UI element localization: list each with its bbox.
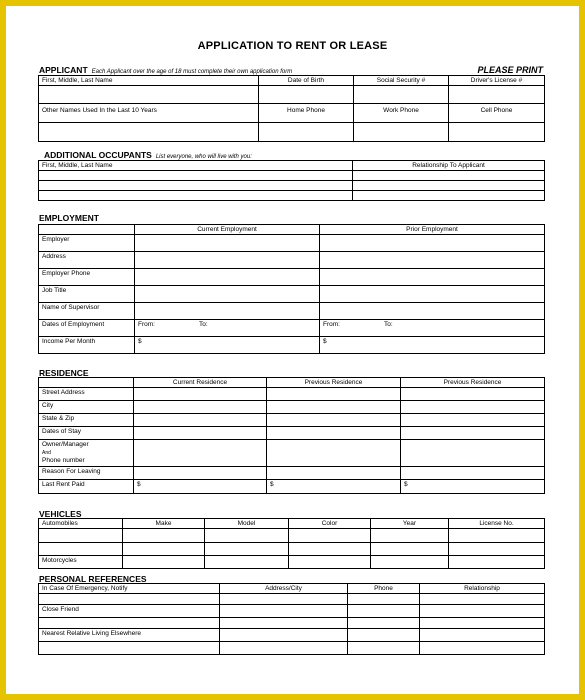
occupant-relationship-field[interactable] bbox=[353, 171, 545, 181]
automobiles-label: Automobiles bbox=[39, 519, 123, 529]
employer-phone-label: Employer Phone bbox=[39, 269, 135, 286]
city-label: City bbox=[39, 401, 134, 414]
occupant-relationship-field[interactable] bbox=[353, 181, 545, 191]
vehicle-field[interactable] bbox=[205, 543, 289, 556]
prior-employment-header: Prior Employment bbox=[320, 225, 545, 235]
applicant-dob-label: Date of Birth bbox=[259, 76, 354, 86]
work-phone-field[interactable] bbox=[354, 123, 449, 142]
current-phone-field[interactable] bbox=[135, 269, 320, 286]
other-names-field[interactable] bbox=[39, 123, 259, 142]
page-title: APPLICATION TO RENT OR LEASE bbox=[197, 40, 388, 52]
from-label: From: bbox=[323, 321, 340, 328]
applicant-license-field[interactable] bbox=[449, 86, 545, 104]
applicant-heading bbox=[39, 65, 292, 75]
occupant-name-field[interactable] bbox=[39, 191, 353, 201]
references-table bbox=[38, 583, 545, 655]
ref-field[interactable] bbox=[220, 605, 348, 618]
color-header: Color bbox=[289, 519, 371, 529]
supervisor-label: Name of Supervisor bbox=[39, 303, 135, 320]
ref-field[interactable] bbox=[420, 605, 545, 618]
employment-corner bbox=[39, 225, 135, 235]
res-field[interactable] bbox=[134, 414, 267, 427]
residence-corner bbox=[39, 378, 134, 388]
ref-field[interactable] bbox=[348, 629, 420, 642]
applicant-heading-text: APPLICANT bbox=[39, 65, 88, 75]
license-header: License No. bbox=[449, 519, 545, 529]
occupant-name-field[interactable] bbox=[39, 181, 353, 191]
ref-field[interactable] bbox=[220, 642, 348, 655]
vehicle-field[interactable] bbox=[39, 543, 123, 556]
phone-header: Phone bbox=[348, 584, 420, 594]
occupants-heading-text: ADDITIONAL OCCUPANTS bbox=[44, 150, 152, 160]
applicant-table bbox=[38, 75, 545, 142]
res-field[interactable] bbox=[267, 440, 401, 467]
occupant-relationship-field[interactable] bbox=[353, 191, 545, 201]
cell-phone-field[interactable] bbox=[449, 123, 545, 142]
dollar-sign: $ bbox=[404, 481, 408, 488]
vehicle-field[interactable] bbox=[371, 556, 449, 569]
current-dates-field[interactable] bbox=[135, 320, 320, 337]
previous-residence-header: Previous Residence bbox=[267, 378, 401, 388]
res-field[interactable] bbox=[267, 427, 401, 440]
street-address-label: Street Address bbox=[39, 388, 134, 401]
dollar-sign: $ bbox=[138, 338, 142, 345]
res-field[interactable] bbox=[134, 440, 267, 467]
previous-residence-header: Previous Residence bbox=[401, 378, 545, 388]
home-phone-field[interactable] bbox=[259, 123, 354, 142]
ref-field[interactable] bbox=[39, 642, 220, 655]
vehicle-field[interactable] bbox=[449, 556, 545, 569]
employment-heading: EMPLOYMENT bbox=[39, 213, 99, 223]
res-field[interactable] bbox=[267, 414, 401, 427]
employer-label: Employer bbox=[39, 235, 135, 252]
to-label: To: bbox=[383, 321, 393, 328]
employment-table bbox=[38, 224, 545, 354]
prior-dates-field[interactable] bbox=[320, 320, 545, 337]
ref-field[interactable] bbox=[39, 618, 220, 629]
reason-leaving-label: Reason For Leaving bbox=[39, 467, 134, 480]
income-label: Income Per Month bbox=[39, 337, 135, 354]
prior-job-field[interactable] bbox=[320, 286, 545, 303]
ref-field[interactable] bbox=[420, 618, 545, 629]
vehicle-field[interactable] bbox=[371, 529, 449, 543]
job-title-label: Job Title bbox=[39, 286, 135, 303]
ref-field[interactable] bbox=[420, 629, 545, 642]
dollar-sign: $ bbox=[137, 481, 141, 488]
current-employment-header: Current Employment bbox=[135, 225, 320, 235]
vehicles-heading: VEHICLES bbox=[39, 509, 82, 519]
res-field[interactable] bbox=[267, 467, 401, 480]
and-text: And bbox=[42, 450, 51, 456]
dates-employment-label: Dates of Employment bbox=[39, 320, 135, 337]
employer-address-label: Address bbox=[39, 252, 135, 269]
prior-income-field[interactable] bbox=[320, 337, 545, 354]
res-field[interactable] bbox=[267, 401, 401, 414]
vehicle-field[interactable] bbox=[449, 543, 545, 556]
residence-heading: RESIDENCE bbox=[39, 368, 89, 378]
owner-manager-text: Owner/Manager bbox=[42, 441, 89, 448]
res-field[interactable] bbox=[134, 467, 267, 480]
occupant-relationship-label: Relationship To Applicant bbox=[353, 161, 545, 171]
home-phone-label: Home Phone bbox=[259, 104, 354, 123]
from-label: From: bbox=[138, 321, 155, 328]
vehicle-field[interactable] bbox=[123, 556, 205, 569]
occupants-note: List everyone, who will live with you: bbox=[155, 154, 252, 160]
work-phone-label: Work Phone bbox=[354, 104, 449, 123]
make-header: Make bbox=[123, 519, 205, 529]
prior-employer-field[interactable] bbox=[320, 235, 545, 252]
current-address-field[interactable] bbox=[135, 252, 320, 269]
vehicles-table bbox=[38, 518, 545, 569]
residence-table bbox=[38, 377, 545, 494]
year-header: Year bbox=[371, 519, 449, 529]
vehicle-field[interactable] bbox=[289, 529, 371, 543]
vehicle-field[interactable] bbox=[289, 556, 371, 569]
vehicle-field[interactable] bbox=[123, 543, 205, 556]
ref-field[interactable] bbox=[220, 618, 348, 629]
vehicle-field[interactable] bbox=[205, 556, 289, 569]
please-print: PLEASE PRINT bbox=[477, 65, 543, 75]
prior-phone-field[interactable] bbox=[320, 269, 545, 286]
vehicle-field[interactable] bbox=[289, 543, 371, 556]
applicant-note: Each Applicant over the age of 18 must complete their own application form bbox=[91, 69, 293, 75]
applicant-license-label: Driver's License # bbox=[449, 76, 545, 86]
occupant-name-label: First, Middle, Last Name bbox=[39, 161, 353, 171]
current-job-field[interactable] bbox=[135, 286, 320, 303]
phone-number-text: Phone number bbox=[42, 457, 85, 464]
document-page bbox=[6, 6, 579, 694]
res-field[interactable] bbox=[401, 440, 545, 467]
nearest-relative-label: Nearest Relative Living Elsewhere bbox=[39, 629, 220, 642]
ref-field[interactable] bbox=[420, 594, 545, 605]
rent-field[interactable] bbox=[401, 480, 545, 494]
cell-phone-label: Cell Phone bbox=[449, 104, 545, 123]
references-heading: PERSONAL REFERENCES bbox=[39, 574, 147, 584]
prior-supervisor-field[interactable] bbox=[320, 303, 545, 320]
ref-field[interactable] bbox=[220, 629, 348, 642]
dates-of-stay-label: Dates of Stay bbox=[39, 427, 134, 440]
ref-field[interactable] bbox=[348, 594, 420, 605]
vehicle-field[interactable] bbox=[123, 529, 205, 543]
res-field[interactable] bbox=[401, 414, 545, 427]
applicant-ssn-label: Social Security # bbox=[354, 76, 449, 86]
occupants-table bbox=[38, 160, 545, 201]
other-names-label: Other Names Used In the Last 10 Years bbox=[39, 104, 259, 123]
emergency-label: In Case Of Emergency, Notify bbox=[39, 584, 220, 594]
prior-address-field[interactable] bbox=[320, 252, 545, 269]
occupant-name-field[interactable] bbox=[39, 171, 353, 181]
current-supervisor-field[interactable] bbox=[135, 303, 320, 320]
res-field[interactable] bbox=[401, 401, 545, 414]
ref-field[interactable] bbox=[348, 605, 420, 618]
last-rent-label: Last Rent Paid bbox=[39, 480, 134, 494]
vehicle-field[interactable] bbox=[205, 529, 289, 543]
to-label: To: bbox=[198, 321, 208, 328]
vehicle-field[interactable] bbox=[371, 543, 449, 556]
model-header: Model bbox=[205, 519, 289, 529]
res-field[interactable] bbox=[401, 467, 545, 480]
owner-manager-label bbox=[39, 440, 134, 467]
applicant-dob-field[interactable] bbox=[259, 86, 354, 104]
applicant-name-field[interactable] bbox=[39, 86, 259, 104]
applicant-name-label: First, Middle, Last Name bbox=[39, 76, 259, 86]
ref-field[interactable] bbox=[420, 642, 545, 655]
rent-field[interactable] bbox=[134, 480, 267, 494]
res-field[interactable] bbox=[134, 401, 267, 414]
motorcycles-label: Motorcycles bbox=[39, 556, 123, 569]
current-residence-header: Current Residence bbox=[134, 378, 267, 388]
applicant-ssn-field[interactable] bbox=[354, 86, 449, 104]
ref-field[interactable] bbox=[39, 594, 220, 605]
dollar-sign: $ bbox=[270, 481, 274, 488]
ref-field[interactable] bbox=[220, 594, 348, 605]
relationship-header: Relationship bbox=[420, 584, 545, 594]
ref-field[interactable] bbox=[348, 618, 420, 629]
dollar-sign: $ bbox=[323, 338, 327, 345]
res-field[interactable] bbox=[134, 427, 267, 440]
close-friend-label: Close Friend bbox=[39, 605, 220, 618]
res-field[interactable] bbox=[267, 388, 401, 401]
state-zip-label: State & Zip bbox=[39, 414, 134, 427]
rent-field[interactable] bbox=[267, 480, 401, 494]
vehicle-field[interactable] bbox=[449, 529, 545, 543]
current-employer-field[interactable] bbox=[135, 235, 320, 252]
address-city-header: Address/City bbox=[220, 584, 348, 594]
current-income-field[interactable] bbox=[135, 337, 320, 354]
res-field[interactable] bbox=[401, 427, 545, 440]
occupants-heading bbox=[44, 150, 252, 160]
ref-field[interactable] bbox=[348, 642, 420, 655]
vehicle-field[interactable] bbox=[39, 529, 123, 543]
res-field[interactable] bbox=[134, 388, 267, 401]
res-field[interactable] bbox=[401, 388, 545, 401]
